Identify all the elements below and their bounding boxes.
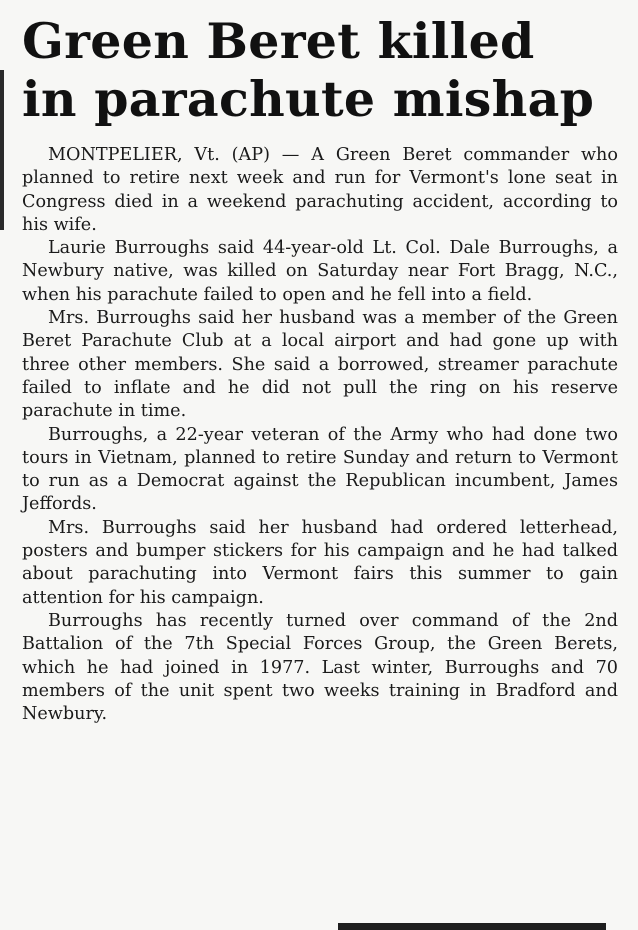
left-column-rule <box>0 70 4 230</box>
paragraph: Mrs. Burroughs said her husband was a member of the Green Beret Parachute Club at a local airport and had gone up with three other members. She said a borrowed, streamer parachute failed to inflate and he did not pull the ring on his reserve parachute in time. <box>22 308 618 422</box>
paragraph-dateline: MONTPELIER, Vt. (AP) — A Green Beret commander who planned to retire next week and run for Vermont's lone seat in Congress died in a weekend parachuting accident, according to his wife. <box>22 145 618 235</box>
headline-line-1: Green Beret killed <box>22 12 535 70</box>
headline <box>22 12 618 128</box>
bottom-rule <box>338 923 606 930</box>
paragraph: Burroughs has recently turned over command of the 2nd Battalion of the 7th Special Forces Group, the Green Berets, which he had joined in 1977. Last winter, Burroughs and 70 members of the unit spent two weeks training in Bradford and Newbury. <box>22 610 618 725</box>
article-body <box>22 144 618 726</box>
paragraph: Burroughs, a 22-year veteran of the Army who had done two tours in Vietnam, planned to retire Sunday and return to Vermont to run as a Democrat against the Republican incumbent, James Jeffords. <box>22 424 618 515</box>
paragraph: Laurie Burroughs said 44-year-old Lt. Col. Dale Burroughs, a Newbury native, was killed on Saturday near Fort Bragg, N.C., when his parachute failed to open and he fell into a field. <box>22 238 618 305</box>
headline-line-2: in parachute mishap <box>22 70 595 128</box>
paragraph: Mrs. Burroughs said her husband had ordered letterhead, posters and bumper stickers for his campaign and he had talked about parachuting into Vermont fairs this summer to gain attention for his campaign. <box>22 517 618 608</box>
news-clipping <box>22 12 618 726</box>
